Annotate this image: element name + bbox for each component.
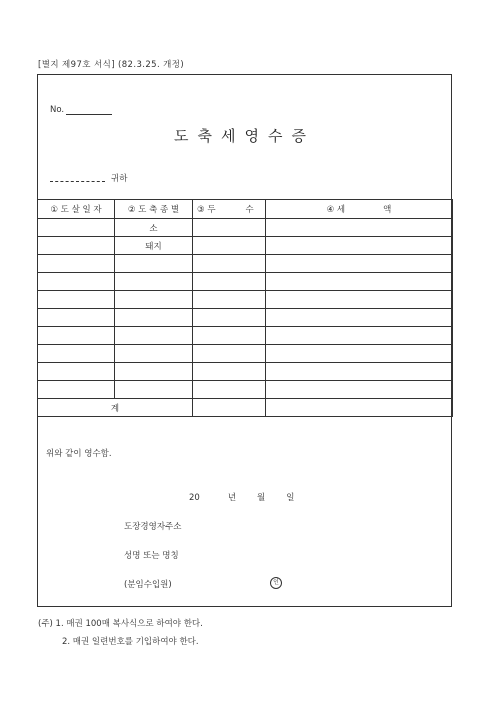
footnote-2: 2. 매권 일련번호를 기입하여야 한다. [62, 637, 199, 647]
table-row [38, 381, 453, 399]
cell-tax[interactable] [266, 255, 453, 273]
table-total-row [38, 399, 453, 417]
table-row [38, 255, 453, 273]
table-row [38, 237, 453, 255]
cell-count[interactable] [193, 273, 266, 291]
total-count[interactable] [193, 399, 266, 417]
recipient-suffix: 귀하 [111, 174, 128, 184]
table-row [38, 363, 453, 381]
name-or-title-label: 성명 또는 명칭 [124, 551, 179, 561]
table-row [38, 309, 453, 327]
header-tax-amount: ④ 세 액 [266, 200, 453, 219]
cell-count[interactable] [193, 381, 266, 399]
table-row [38, 345, 453, 363]
header-slaughter-date: ① 도 살 일 자 [38, 200, 115, 219]
cell-tax[interactable] [266, 381, 453, 399]
header-livestock-type: ② 도 축 종 별 [115, 200, 193, 219]
cell-tax[interactable] [266, 327, 453, 345]
issue-date [189, 491, 294, 503]
day-label: 일 [286, 493, 295, 503]
cell-date[interactable] [38, 273, 115, 291]
year-label: 년 [227, 493, 237, 503]
cell-count[interactable] [193, 309, 266, 327]
recipient-line [50, 172, 127, 184]
cell-tax[interactable] [266, 237, 453, 255]
recipient-name-field[interactable] [50, 175, 105, 182]
slaughter-table [37, 199, 453, 417]
cell-count[interactable] [193, 327, 266, 345]
receiver-label: (분임수입원) [124, 580, 172, 590]
cell-count[interactable] [193, 255, 266, 273]
form-number-note: [별지 제97호 서식] (82.3.25. 개정) [38, 60, 185, 70]
table-header-row [38, 200, 453, 219]
cell-date[interactable] [38, 363, 115, 381]
cell-count[interactable] [193, 219, 266, 237]
cell-date[interactable] [38, 291, 115, 309]
table-row [38, 327, 453, 345]
table-row [38, 291, 453, 309]
form-title: 도축세영수증 [174, 127, 315, 145]
cell-date[interactable] [38, 237, 115, 255]
month-label: 월 [257, 493, 266, 503]
cell-type[interactable] [115, 255, 193, 273]
table-row [38, 273, 453, 291]
cell-tax[interactable] [266, 309, 453, 327]
cell-type[interactable] [115, 363, 193, 381]
year-prefix: 20 [189, 493, 200, 503]
footnote-1: (주) 1. 매권 100매 복사식으로 하여야 한다. [38, 619, 203, 629]
cell-type: 돼지 [115, 237, 193, 255]
table-row [38, 219, 453, 237]
cell-type[interactable] [115, 309, 193, 327]
cell-count[interactable] [193, 291, 266, 309]
header-head-count: ③ 두 수 [193, 200, 266, 219]
cell-tax[interactable] [266, 219, 453, 237]
cell-date[interactable] [38, 255, 115, 273]
cell-count[interactable] [193, 345, 266, 363]
serial-number-line [50, 105, 112, 115]
serial-number-field[interactable] [66, 105, 112, 115]
cell-type[interactable] [115, 327, 193, 345]
cell-count[interactable] [193, 237, 266, 255]
seal-icon: 인 [270, 577, 282, 589]
cell-date[interactable] [38, 345, 115, 363]
cell-tax[interactable] [266, 291, 453, 309]
total-tax[interactable] [266, 399, 453, 417]
cell-type: 소 [115, 219, 193, 237]
cell-date[interactable] [38, 309, 115, 327]
cell-tax[interactable] [266, 345, 453, 363]
serial-number-label: No. [50, 105, 65, 115]
cell-date[interactable] [38, 381, 115, 399]
seal-mark [270, 577, 282, 589]
receipt-form [37, 74, 452, 607]
cell-date[interactable] [38, 219, 115, 237]
cell-type[interactable] [115, 345, 193, 363]
cell-type[interactable] [115, 273, 193, 291]
receipt-statement: 위와 같이 영수함. [46, 449, 112, 459]
cell-type[interactable] [115, 291, 193, 309]
total-label: 계 [38, 399, 193, 417]
cell-tax[interactable] [266, 363, 453, 381]
cell-tax[interactable] [266, 273, 453, 291]
cell-type[interactable] [115, 381, 193, 399]
cell-date[interactable] [38, 327, 115, 345]
slaughterhouse-address-label: 도장경영자주소 [124, 522, 182, 532]
cell-count[interactable] [193, 363, 266, 381]
